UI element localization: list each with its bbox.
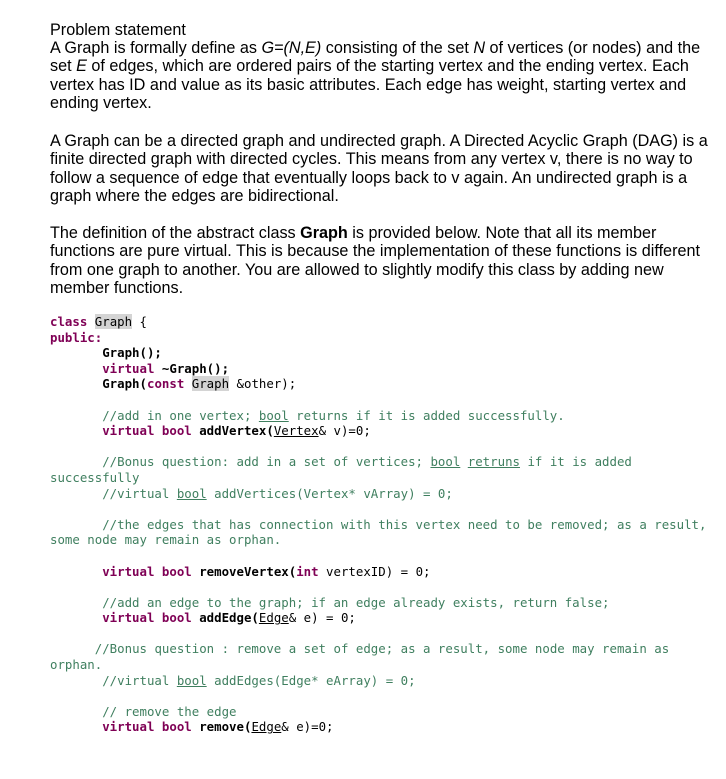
code-line-copy-ctor: Graph(const Graph &other);: [102, 376, 297, 392]
paragraph-graph-definition: [50, 39, 710, 113]
paragraph-abstract-class: [50, 224, 710, 298]
code-comment-remove-vertex-wrap: some node may remain as orphan.: [50, 532, 282, 548]
code-comment-remove-vertex: //the edges that has connection with this vertex need to be removed; as a result,: [102, 516, 707, 532]
code-line-class: class Graph {: [50, 314, 148, 329]
text: A Graph is formally define as: [50, 39, 262, 57]
code-comment-add-vertices: //virtual bool addVertices(Vertex* vArray) = 0;: [102, 485, 453, 501]
class-name-bold: Graph: [300, 224, 348, 242]
paragraph-graph-types: A Graph can be a directed graph and undirected graph. A Directed Acyclic Graph (DAG) is a finite directed graph with directed cycles. This means from any vertex v, there is no way to follow a sequence of edge that eventually loops back to v again. An undirected graph is a graph where the edges are bidirectional.: [50, 132, 708, 206]
code-comment-add-edge: //add an edge to the graph; if an edge already exists, return false;: [102, 594, 610, 610]
code-comment-bonus-edges-wrap: orphan.: [50, 657, 103, 673]
text: The definition of the abstract class: [50, 224, 301, 242]
code-comment-bonus-vertices: //Bonus question: add in a set of vertices; bool retruns if it is added: [102, 454, 632, 470]
code-comment-bonus-vertices-wrap: successfully: [50, 469, 140, 485]
code-comment-add-edges: //virtual bool addEdges(Edge* eArray) = 0;: [102, 672, 416, 688]
code-line-add-edge: virtual bool addEdge(Edge& e) = 0;: [102, 610, 356, 626]
formula: G=(N,E): [261, 39, 322, 57]
code-comment-remove-edge: // remove the edge: [102, 703, 237, 719]
code-block: [50, 314, 720, 735]
text: of edges, which are ordered pairs of the starting vertex and the ending vertex. Each vertex has ID and value as its basic attributes. Each edge has weight, starting vertex and ending vertex.: [50, 57, 689, 113]
set-e: E: [76, 57, 87, 76]
set-n: N: [473, 39, 486, 57]
code-comment-bonus-edges: //Bonus question : remove a set of edge; as a result, some node may remain as: [94, 641, 670, 657]
code-line-remove-edge: virtual bool remove(Edge& e)=0;: [102, 719, 334, 735]
text: is provided below. Note that all its member functions are pure virtual. This is because the implementation of these functions is different from one graph to another. You are allowed to slightly modify this class by adding new member functions.: [50, 224, 700, 298]
text: of vertices (or nodes) and the set: [50, 39, 701, 76]
code-line-ctor: Graph();: [102, 345, 162, 361]
code-comment-add-vertex: //add in one vertex; bool returns if it is added successfully.: [102, 407, 565, 423]
code-line-public: public:: [50, 329, 103, 345]
code-line-add-vertex: virtual bool addVertex(Vertex& v)=0;: [102, 423, 371, 439]
code-line-dtor: virtual ~Graph();: [102, 360, 230, 376]
section-heading: Problem statement: [50, 21, 186, 39]
code-line-remove-vertex: virtual bool removeVertex(int vertexID) = 0;: [102, 563, 431, 579]
text: consisting of the set: [321, 39, 474, 57]
